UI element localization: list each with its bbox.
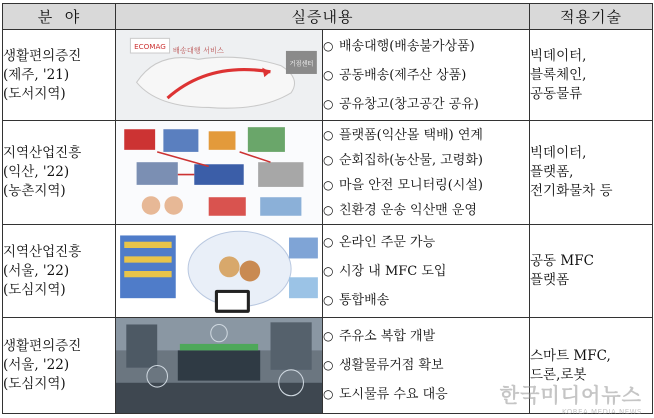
row-area: 생활편의증진 (제주, '21) (도서지역) xyxy=(3,30,116,121)
iksan-logistics-diagram xyxy=(116,121,322,224)
row-tech: 빅데이터, 플랫폼, 전기화물차 등 xyxy=(530,121,653,225)
row-image-seoul-city xyxy=(116,318,323,414)
jeju-delivery-illustration xyxy=(116,30,322,120)
service-label: 배송대행 서비스 xyxy=(172,45,224,56)
row-items: ○ 플랫폼(익산몰 택배) 연계 ○ 순회집하(농산물, 고령화) ○ 마을 안전 모니터링(시설) ○ 친환경 운송 익산맨 운영 xyxy=(323,121,530,225)
market-mfc-illustration xyxy=(116,225,322,317)
hub-label: 거점센터 xyxy=(289,60,314,68)
row-items: ○ 온라인 주문 가능 ○ 시장 내 MFC 도입 ○ 통합배송 xyxy=(323,225,530,318)
logo-text: ECOMAG xyxy=(134,41,166,51)
table-row xyxy=(3,121,653,225)
table-row xyxy=(3,225,653,318)
row-image-jeju xyxy=(116,30,323,121)
row-area: 생활편의증진 (서울, '22) (도심지역) xyxy=(3,318,116,414)
pilot-table xyxy=(2,3,653,414)
urban-hub-photo xyxy=(116,318,322,413)
row-tech: 공동 MFC 플랫폼 xyxy=(530,225,653,318)
row-tech: 스마트 MFC, 드론,로봇 xyxy=(530,318,653,414)
row-image-iksan xyxy=(116,121,323,225)
header-field: 분 야 xyxy=(3,4,116,30)
row-image-seoul-market xyxy=(116,225,323,318)
row-area: 지역산업진흥 (서울, '22) (도심지역) xyxy=(3,225,116,318)
row-tech: 빅데이터, 블록체인, 공동물류 xyxy=(530,30,653,121)
row-items: ○ 주유소 복합 개발 ○ 생활물류거점 확보 ○ 도시물류 수요 대응 xyxy=(323,318,530,414)
row-area: 지역산업진흥 (익산, '22) (농촌지역) xyxy=(3,121,116,225)
row-items: ○ 배송대행(배송불가상품) ○ 공동배송(제주산 상품) ○ 공유창고(창고공간 공유) xyxy=(323,30,530,121)
table-row xyxy=(3,30,653,121)
header-content: 실증내용 xyxy=(116,4,530,30)
header-tech: 적용기술 xyxy=(530,4,653,30)
watermark: 한국미디어뉴스 KOREA MEDIA NEWS xyxy=(499,383,642,416)
header-row xyxy=(3,4,653,30)
